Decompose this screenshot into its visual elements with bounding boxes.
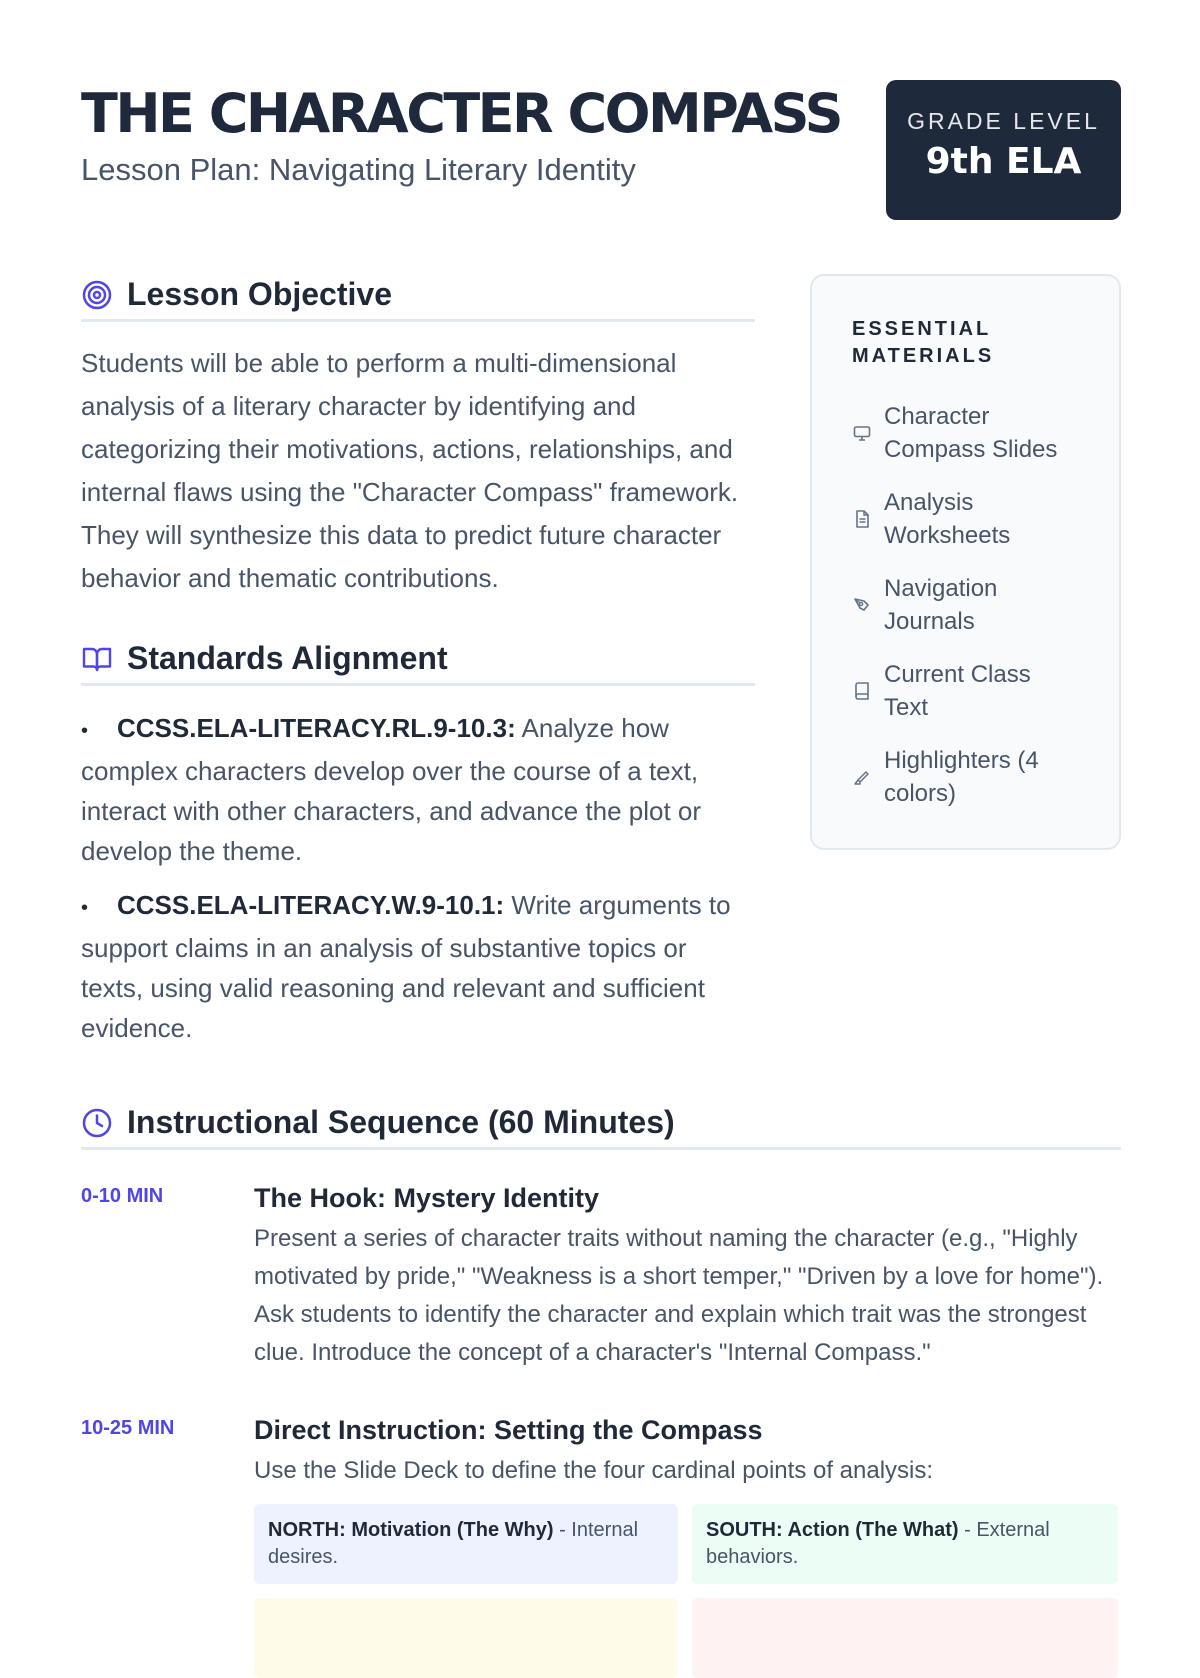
- compass-card-north: [254, 1504, 678, 1584]
- material-label: Highlighters (4 colors): [884, 747, 1039, 807]
- material-item: [852, 400, 1079, 466]
- step-title: The Hook: Mystery Identity: [254, 1183, 600, 1213]
- standards-heading: Standards Alignment: [127, 640, 448, 676]
- material-item: [852, 572, 1079, 638]
- highlighter-icon: [852, 767, 872, 787]
- standard-description: Analyze how complex characters develop over the course of a text, interact with other characters, and advance the plot or develop the theme.: [81, 713, 702, 866]
- step-time: 0-10 MIN: [81, 1185, 164, 1207]
- instructional-sequence-section: [81, 1104, 1121, 1678]
- step-text: Present a series of character traits without naming the character (e.g., "Highly motivated by pride," "Weakness is a short temper," "Driven by a love for home"). Ask students to identify the character and explain which trait was the strongest clue. Introduce the concept of a character's "Internal Compass.": [254, 1225, 1104, 1366]
- card-heading: NORTH: Motivation (The Why): [268, 1519, 554, 1541]
- compass-points-grid: [254, 1504, 1121, 1678]
- page-subtitle: Lesson Plan: Navigating Literary Identity: [81, 152, 636, 187]
- essential-materials-panel: [810, 274, 1121, 850]
- sequence-heading: Instructional Sequence (60 Minutes): [127, 1104, 675, 1140]
- bullet-icon: •: [81, 897, 89, 919]
- material-item: [852, 486, 1079, 552]
- step-text: Use the Slide Deck to define the four cardinal points of analysis:: [254, 1457, 934, 1484]
- left-column: [81, 276, 755, 1062]
- material-item: [852, 744, 1079, 810]
- objective-section-heading: [81, 276, 755, 322]
- monitor-icon: [852, 423, 872, 443]
- compass-card-partial: [692, 1598, 1118, 1678]
- target-icon: [81, 279, 113, 311]
- clock-icon: [81, 1107, 113, 1139]
- sequence-step: [81, 1412, 1121, 1678]
- material-label: Current Class Text: [884, 661, 1031, 721]
- step-body: [254, 1412, 1121, 1678]
- standards-section: [81, 640, 755, 1048]
- card-text: - Internal desires.: [268, 1519, 639, 1568]
- objective-text: Students will be able to perform a multi-dimensional analysis of a literary character by identifying and categorizing their motivations, actions, relationships, and internal flaws using the "Character Compass" framework. They will synthesize this data to predict future character behavior and thematic contributions.: [81, 348, 739, 593]
- bullet-icon: •: [81, 720, 89, 742]
- standard-description: Write arguments to support claims in an analysis of substantive topics or texts, using valid reasoning and relevant and sufficient evidence.: [81, 890, 731, 1043]
- material-item: [852, 658, 1079, 724]
- materials-heading: ESSENTIAL MATERIALS: [852, 318, 995, 367]
- document-icon: [852, 509, 872, 529]
- card-heading: SOUTH: Action (The What): [706, 1519, 959, 1541]
- grade-level-label: GRADE LEVEL: [907, 108, 1100, 134]
- compass-card-partial: [254, 1598, 678, 1678]
- material-label: Navigation Journals: [884, 575, 998, 635]
- step-title: Direct Instruction: Setting the Compass: [254, 1415, 763, 1445]
- standard-item: [81, 885, 755, 1048]
- sequence-section-heading: [81, 1104, 1121, 1150]
- material-label: Analysis Worksheets: [884, 489, 1011, 549]
- standard-item: [81, 708, 755, 871]
- standard-code: CCSS.ELA-LITERACY.RL.9-10.3:: [117, 713, 516, 743]
- grade-level-value: 9th ELA: [925, 141, 1082, 182]
- lesson-plan-page: [81, 80, 1121, 1568]
- open-book-icon: [81, 643, 113, 675]
- grade-level-badge: [886, 80, 1121, 220]
- objective-heading: Lesson Objective: [127, 276, 392, 312]
- standards-section-heading: [81, 640, 755, 686]
- standards-list: [81, 708, 755, 1048]
- material-label: Character Compass Slides: [884, 403, 1058, 463]
- header: [81, 80, 1121, 220]
- compass-card-south: [692, 1504, 1118, 1584]
- standard-code: CCSS.ELA-LITERACY.W.9-10.1:: [117, 890, 505, 920]
- card-text: - External behaviors.: [706, 1519, 1050, 1568]
- page-title: THE CHARACTER COMPASS: [81, 82, 841, 145]
- step-body: [254, 1180, 1121, 1372]
- book-icon: [852, 681, 872, 701]
- pen-tool-icon: [852, 595, 872, 615]
- sequence-step: [81, 1180, 1121, 1372]
- step-time: 10-25 MIN: [81, 1417, 175, 1439]
